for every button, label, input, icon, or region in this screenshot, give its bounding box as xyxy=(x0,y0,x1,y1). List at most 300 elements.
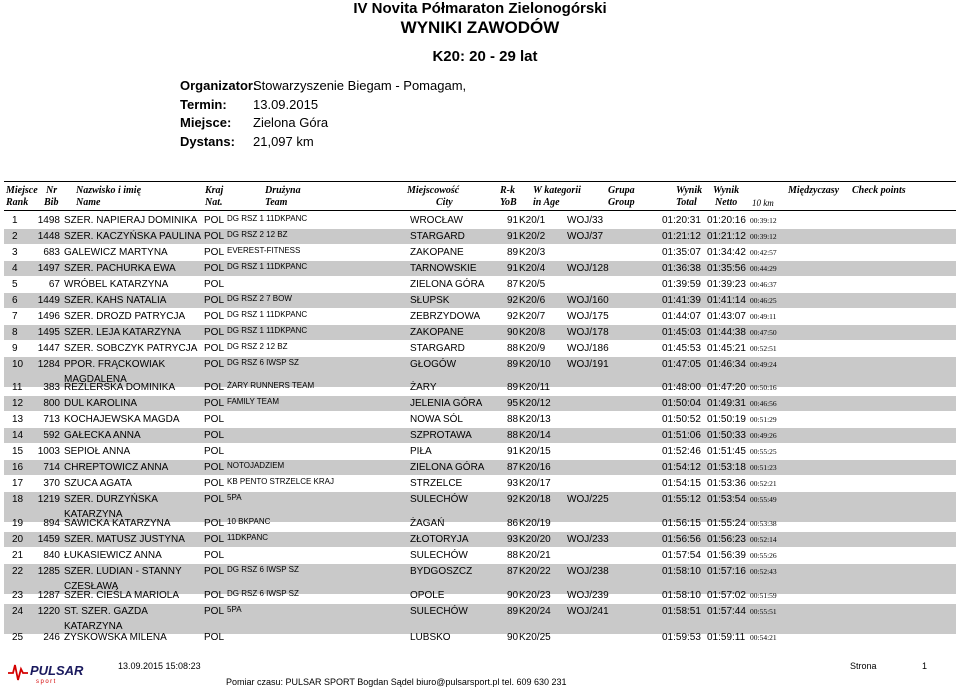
cell-km10: 00:51:59 xyxy=(750,591,777,600)
logo-subtext: sport xyxy=(36,679,57,685)
cell-bib: 1498 xyxy=(37,215,60,226)
cell-total: 01:58:10 xyxy=(662,566,701,577)
cell-cat: K20/5 xyxy=(519,279,546,290)
cell-netto: 01:46:34 xyxy=(707,359,746,370)
cell-km10: 00:49:24 xyxy=(750,360,777,369)
cell-name: SZER. NAPIERAJ DOMINIKA xyxy=(64,215,198,226)
col-team-pl: Drużyna xyxy=(265,185,301,196)
cell-nat: POL xyxy=(204,231,225,242)
organizer-label: Organizator: xyxy=(180,78,258,93)
cell-km10: 00:50:16 xyxy=(750,383,777,392)
cell-cat: K20/22 xyxy=(519,566,551,577)
col-name-en: Name xyxy=(76,197,101,208)
date-label: Termin: xyxy=(180,97,227,112)
cell-nat: POL xyxy=(204,263,225,274)
cell-name: SZER. DURZYŃSKA xyxy=(64,494,158,505)
cell-total: 01:39:59 xyxy=(662,279,701,290)
table-row xyxy=(4,516,956,531)
cell-city: SULECHÓW xyxy=(410,494,468,505)
cell-total: 01:45:53 xyxy=(662,343,701,354)
cell-city: ZAKOPANE xyxy=(410,327,464,338)
cell-km10: 00:46:56 xyxy=(750,399,777,408)
cell-name: SZER. LUDIAN - STANNY xyxy=(64,566,182,577)
cell-cat: K20/21 xyxy=(519,550,551,561)
cell-netto: 01:53:54 xyxy=(707,494,746,505)
cell-bib: 683 xyxy=(43,247,60,258)
cell-rank: 4 xyxy=(12,263,18,274)
cell-name: CHREPTOWICZ ANNA xyxy=(64,462,169,473)
cell-total: 01:59:53 xyxy=(662,632,701,643)
cell-city: ZAKOPANE xyxy=(410,247,464,258)
cell-nat: POL xyxy=(204,327,225,338)
cell-total: 01:58:51 xyxy=(662,606,701,617)
page-number: 1 xyxy=(922,661,928,671)
col-bib-pl: Nr xyxy=(46,185,58,196)
cell-rank: 3 xyxy=(12,247,18,258)
cell-bib: 713 xyxy=(43,414,60,425)
cell-name-cont: KATARZYNA xyxy=(64,509,123,520)
cell-yob: 90 xyxy=(507,632,519,643)
cell-rank: 21 xyxy=(12,550,24,561)
cell-group: WOJ/128 xyxy=(567,263,609,274)
cell-total: 01:58:10 xyxy=(662,590,701,601)
cell-netto: 01:35:56 xyxy=(707,263,746,274)
cell-bib: 1447 xyxy=(37,343,60,354)
cell-nat: POL xyxy=(204,518,225,529)
cell-city: JELENIA GÓRA xyxy=(410,398,483,409)
cell-bib: 246 xyxy=(43,632,60,643)
header-bottom-rule xyxy=(4,210,956,211)
cell-bib: 592 xyxy=(43,430,60,441)
table-row xyxy=(4,245,956,260)
cell-cat: K20/19 xyxy=(519,518,551,529)
cell-km10: 00:49:11 xyxy=(750,312,777,321)
cell-cat: K20/25 xyxy=(519,632,551,643)
cell-team: DG RSZ 2 7 BOW xyxy=(227,294,292,303)
cell-yob: 88 xyxy=(507,430,519,441)
cell-cat: K20/11 xyxy=(519,382,550,393)
col-team-en: Team xyxy=(265,197,288,208)
cell-km10: 00:53:38 xyxy=(750,519,777,528)
cell-city: SZPROTAWA xyxy=(410,430,472,441)
place-label: Miejsce: xyxy=(180,115,232,130)
cell-rank: 5 xyxy=(12,279,18,290)
cell-team: DG RSZ 2 12 BZ xyxy=(227,342,288,351)
cell-cat: K20/6 xyxy=(519,295,546,306)
category-title: K20: 20 - 29 lat xyxy=(432,48,538,65)
cell-name: GALEWICZ MARTYNA xyxy=(64,247,168,258)
cell-name-cont: CZESŁAWA xyxy=(64,581,119,592)
table-row xyxy=(4,396,956,411)
cell-nat: POL xyxy=(204,494,225,505)
cell-yob: 89 xyxy=(507,247,519,258)
col-cat-pl: W kategorii xyxy=(533,185,581,196)
col-group-en: Group xyxy=(608,197,635,208)
cell-yob: 86 xyxy=(507,518,519,529)
cell-total: 01:41:39 xyxy=(662,295,701,306)
cell-netto: 01:45:21 xyxy=(707,343,746,354)
cell-cat: K20/1 xyxy=(519,215,546,226)
cell-nat: POL xyxy=(204,359,225,370)
cell-total: 01:45:03 xyxy=(662,327,701,338)
cell-team: EVEREST-FITNESS xyxy=(227,246,301,255)
cell-name: PPOR. FRĄCKOWIAK xyxy=(64,359,166,370)
cell-total: 01:52:46 xyxy=(662,446,701,457)
cell-team: 5PA xyxy=(227,605,242,614)
cell-team: DG RSZ 1 11DKPANC xyxy=(227,214,308,223)
table-row xyxy=(4,588,956,603)
table-row xyxy=(4,428,956,443)
cell-km10: 00:55:49 xyxy=(750,495,777,504)
cell-rank: 14 xyxy=(12,430,24,441)
table-row xyxy=(4,548,956,563)
table-row xyxy=(4,460,956,475)
print-timestamp: 13.09.2015 15:08:23 xyxy=(118,661,201,671)
cell-name: REZLERSKA DOMINIKA xyxy=(64,382,176,393)
cell-name: SEPIOŁ ANNA xyxy=(64,446,131,457)
cell-name: SZER. CIEŚLA MARIOLA xyxy=(64,590,180,601)
col-group-pl: Grupa xyxy=(608,185,635,196)
cell-netto: 01:50:33 xyxy=(707,430,746,441)
cell-city: ZIELONA GÓRA xyxy=(410,279,485,290)
cell-bib: 370 xyxy=(43,478,60,489)
cell-netto: 01:51:45 xyxy=(707,446,746,457)
cell-name: SZER. KAHS NATALIA xyxy=(64,295,167,306)
cell-total: 01:50:04 xyxy=(662,398,701,409)
cell-netto: 01:55:24 xyxy=(707,518,746,529)
cell-nat: POL xyxy=(204,606,225,617)
cell-km10: 00:52:14 xyxy=(750,535,777,544)
cell-total: 01:54:15 xyxy=(662,478,701,489)
cell-name: SAWICKA KATARZYNA xyxy=(64,518,171,529)
cell-group: WOJ/241 xyxy=(567,606,609,617)
col-splits: Międzyczasy xyxy=(788,185,840,196)
cell-nat: POL xyxy=(204,382,225,393)
cell-km10: 00:49:26 xyxy=(750,431,777,440)
cell-netto: 01:53:18 xyxy=(707,462,746,473)
cell-nat: POL xyxy=(204,632,225,643)
cell-team: FAMILY TEAM xyxy=(227,397,280,406)
cell-cat: K20/8 xyxy=(519,327,546,338)
cell-cat: K20/23 xyxy=(519,590,551,601)
cell-rank: 19 xyxy=(12,518,24,529)
col-netto-en: Netto xyxy=(715,197,738,208)
cell-cat: K20/3 xyxy=(519,247,546,258)
cell-rank: 2 xyxy=(12,231,18,242)
col-rank-pl: Miejsce xyxy=(6,185,38,196)
cell-name: DUL KAROLINA xyxy=(64,398,137,409)
cell-cat: K20/10 xyxy=(519,359,551,370)
cell-rank: 25 xyxy=(12,632,24,643)
cell-rank: 7 xyxy=(12,311,18,322)
cell-group: WOJ/238 xyxy=(567,566,609,577)
table-row xyxy=(4,444,956,459)
cell-cat: K20/12 xyxy=(519,398,551,409)
cell-rank: 12 xyxy=(12,398,24,409)
cell-nat: POL xyxy=(204,414,225,425)
cell-yob: 89 xyxy=(507,359,519,370)
cell-city: WROCŁAW xyxy=(410,215,463,226)
cell-yob: 95 xyxy=(507,398,519,409)
table-row xyxy=(4,325,956,340)
cell-yob: 87 xyxy=(507,566,519,577)
cell-yob: 93 xyxy=(507,478,519,489)
cell-km10: 00:55:26 xyxy=(750,551,777,560)
cell-city: TARNOWSKIE xyxy=(410,263,477,274)
cell-group: WOJ/178 xyxy=(567,327,609,338)
col-total-pl: Wynik xyxy=(676,185,703,196)
col-nat-pl: Kraj xyxy=(205,185,224,196)
cell-netto: 01:39:23 xyxy=(707,279,746,290)
cell-bib: 1448 xyxy=(37,231,60,242)
cell-total: 01:56:15 xyxy=(662,518,701,529)
cell-city: OPOLE xyxy=(410,590,445,601)
cell-nat: POL xyxy=(204,398,225,409)
cell-netto: 01:41:14 xyxy=(707,295,746,306)
cell-rank: 8 xyxy=(12,327,18,338)
distance-value: 21,097 km xyxy=(253,134,314,149)
cell-bib: 1003 xyxy=(37,446,60,457)
col-bib-en: Bib xyxy=(44,197,59,208)
cell-rank: 16 xyxy=(12,462,24,473)
cell-city: ŻARY xyxy=(410,382,437,393)
cell-city: ŻAGAŃ xyxy=(410,518,445,529)
cell-cat: K20/2 xyxy=(519,231,546,242)
table-row xyxy=(4,309,956,324)
cell-bib: 1284 xyxy=(37,359,60,370)
cell-cat: K20/20 xyxy=(519,534,551,545)
cell-group: WOJ/175 xyxy=(567,311,609,322)
cell-netto: 01:20:16 xyxy=(707,215,746,226)
cell-km10: 00:55:25 xyxy=(750,447,777,456)
cell-city: BYDGOSZCZ xyxy=(410,566,473,577)
cell-city: GŁOGÓW xyxy=(410,359,457,370)
cell-bib: 714 xyxy=(43,462,60,473)
cell-cat: K20/16 xyxy=(519,462,551,473)
cell-km10: 00:39:12 xyxy=(750,232,777,241)
cell-team: 5PA xyxy=(227,493,242,502)
cell-bib: 1219 xyxy=(37,494,60,505)
cell-yob: 92 xyxy=(507,494,519,505)
cell-group: WOJ/186 xyxy=(567,343,609,354)
cell-bib: 1449 xyxy=(37,295,60,306)
table-row xyxy=(4,412,956,427)
cell-bib: 840 xyxy=(43,550,60,561)
cell-nat: POL xyxy=(204,478,225,489)
cell-cat: K20/7 xyxy=(519,311,546,322)
table-row xyxy=(4,380,956,395)
cell-city: ZIELONA GÓRA xyxy=(410,462,485,473)
cell-team: DG RSZ 6 IWSP SZ xyxy=(227,589,299,598)
cell-rank: 13 xyxy=(12,414,24,425)
cell-city: STRZELCE xyxy=(410,478,463,489)
cell-total: 01:57:54 xyxy=(662,550,701,561)
cell-nat: POL xyxy=(204,534,225,545)
cell-team: DG RSZ 1 11DKPANC xyxy=(227,326,308,335)
cell-nat: POL xyxy=(204,311,225,322)
col-total-en: Total xyxy=(676,197,697,208)
col-city-pl: Miejscowość xyxy=(407,185,460,196)
cell-bib: 383 xyxy=(43,382,60,393)
cell-team: 11DKPANC xyxy=(227,533,269,542)
cell-yob: 89 xyxy=(507,606,519,617)
table-row xyxy=(4,341,956,356)
cell-total: 01:54:12 xyxy=(662,462,701,473)
cell-km10: 00:51:23 xyxy=(750,463,777,472)
cell-cat: K20/13 xyxy=(519,414,551,425)
cell-yob: 91 xyxy=(507,215,519,226)
cell-total: 01:36:38 xyxy=(662,263,701,274)
cell-city: SULECHÓW xyxy=(410,550,468,561)
cell-nat: POL xyxy=(204,462,225,473)
cell-total: 01:20:31 xyxy=(662,215,701,226)
cell-team: NOTOJADZIEM xyxy=(227,461,285,470)
cell-city: SULECHÓW xyxy=(410,606,468,617)
cell-km10: 00:47:50 xyxy=(750,328,777,337)
cell-yob: 90 xyxy=(507,590,519,601)
cell-nat: POL xyxy=(204,247,225,258)
cell-nat: POL xyxy=(204,590,225,601)
table-row xyxy=(4,476,956,491)
cell-city: STARGARD xyxy=(410,231,465,242)
results-title: WYNIKI ZAWODÓW xyxy=(400,18,560,37)
col-cat-en: in Age xyxy=(533,197,560,208)
col-netto-pl: Wynik xyxy=(713,185,740,196)
table-row xyxy=(4,277,956,292)
cell-bib: 1285 xyxy=(37,566,60,577)
cell-total: 01:55:12 xyxy=(662,494,701,505)
cell-cat: K20/14 xyxy=(519,430,551,441)
cell-yob: 92 xyxy=(507,311,519,322)
cell-cat: K20/17 xyxy=(519,478,551,489)
table-row xyxy=(4,261,956,276)
cell-total: 01:48:00 xyxy=(662,382,701,393)
cell-group: WOJ/160 xyxy=(567,295,609,306)
cell-bib: 1497 xyxy=(37,263,60,274)
cell-netto: 01:53:36 xyxy=(707,478,746,489)
cell-yob: 90 xyxy=(507,327,519,338)
pulsar-sport-logo xyxy=(6,660,84,685)
cell-yob: 93 xyxy=(507,534,519,545)
cell-km10: 00:52:51 xyxy=(750,344,777,353)
cell-total: 01:21:12 xyxy=(662,231,701,242)
cell-cat: K20/24 xyxy=(519,606,551,617)
cell-city: NOWA SÓL xyxy=(410,414,463,425)
cell-nat: POL xyxy=(204,430,225,441)
cell-team: DG RSZ 1 11DKPANC xyxy=(227,310,308,319)
cell-netto: 01:43:07 xyxy=(707,311,746,322)
table-row xyxy=(4,293,956,308)
cell-bib: 1459 xyxy=(37,534,60,545)
cell-km10: 00:42:57 xyxy=(750,248,777,257)
cell-yob: 88 xyxy=(507,414,519,425)
cell-yob: 88 xyxy=(507,550,519,561)
cell-team: DG RSZ 2 12 BZ xyxy=(227,230,288,239)
cell-km10: 00:54:21 xyxy=(750,633,777,642)
cell-rank: 22 xyxy=(12,566,24,577)
cell-rank: 15 xyxy=(12,446,24,457)
cell-bib: 800 xyxy=(43,398,60,409)
cell-bib: 1496 xyxy=(37,311,60,322)
cell-group: WOJ/233 xyxy=(567,534,609,545)
cell-netto: 01:59:11 xyxy=(707,632,746,643)
cell-rank: 20 xyxy=(12,534,24,545)
col-10km: 10 km xyxy=(752,198,774,208)
col-yob-pl: R-k xyxy=(500,185,515,196)
cell-group: WOJ/33 xyxy=(567,215,604,226)
event-title: IV Novita Półmaraton Zielonogórski xyxy=(353,0,607,17)
header-top-rule xyxy=(4,181,956,182)
cell-cat: K20/4 xyxy=(519,263,546,274)
table-row xyxy=(4,229,956,244)
cell-name: SZER. DROZD PATRYCJA xyxy=(64,311,186,322)
cell-team: DG RSZ 1 11DKPANC xyxy=(227,262,308,271)
cell-name: SZER. PACHURKA EWA xyxy=(64,263,176,274)
cell-rank: 18 xyxy=(12,494,24,505)
cell-rank: 1 xyxy=(12,215,18,226)
cell-team: 10 BKPANC xyxy=(227,517,271,526)
cell-total: 01:51:06 xyxy=(662,430,701,441)
cell-yob: 92 xyxy=(507,295,519,306)
cell-yob: 91 xyxy=(507,263,519,274)
cell-nat: POL xyxy=(204,446,225,457)
cell-city: ZEBRZYDOWA xyxy=(410,311,481,322)
cell-bib: 1220 xyxy=(37,606,60,617)
col-city-en: City xyxy=(436,197,453,208)
cell-netto: 01:56:23 xyxy=(707,534,746,545)
distance-label: Dystans: xyxy=(180,134,235,149)
cell-km10: 00:52:43 xyxy=(750,567,777,576)
cell-yob: 91 xyxy=(507,231,519,242)
cell-km10: 00:46:37 xyxy=(750,280,777,289)
cell-group: WOJ/191 xyxy=(567,359,609,370)
cell-name-cont: KATARZYNA xyxy=(64,621,123,632)
table-row xyxy=(4,213,956,228)
cell-total: 01:50:52 xyxy=(662,414,701,425)
cell-netto: 01:57:44 xyxy=(707,606,746,617)
cell-netto: 01:49:31 xyxy=(707,398,746,409)
cell-km10: 00:46:25 xyxy=(750,296,777,305)
cell-nat: POL xyxy=(204,279,225,290)
cell-name: SZER. LEJA KATARZYNA xyxy=(64,327,181,338)
col-checkpoints: Check points xyxy=(852,185,906,196)
cell-city: PIŁA xyxy=(410,446,432,457)
cell-bib: 1287 xyxy=(37,590,60,601)
cell-cat: K20/9 xyxy=(519,343,546,354)
page-label: Strona xyxy=(850,661,877,671)
cell-city: SŁUPSK xyxy=(410,295,450,306)
cell-netto: 01:44:38 xyxy=(707,327,746,338)
cell-city: LUBSKO xyxy=(410,632,451,643)
cell-nat: POL xyxy=(204,343,225,354)
cell-nat: POL xyxy=(204,566,225,577)
cell-rank: 6 xyxy=(12,295,18,306)
cell-city: STARGARD xyxy=(410,343,465,354)
cell-netto: 01:21:12 xyxy=(707,231,746,242)
cell-bib: 894 xyxy=(43,518,60,529)
place-value: Zielona Góra xyxy=(253,115,329,130)
cell-name: WRÓBEL KATARZYNA xyxy=(64,279,169,290)
cell-name: SZER. MATUSZ JUSTYNA xyxy=(64,534,185,545)
cell-netto: 01:56:39 xyxy=(707,550,746,561)
cell-netto: 01:57:16 xyxy=(707,566,746,577)
cell-total: 01:47:05 xyxy=(662,359,701,370)
cell-yob: 91 xyxy=(507,446,519,457)
cell-bib: 67 xyxy=(48,279,60,290)
cell-name: ST. SZER. GAZDA xyxy=(64,606,148,617)
cell-km10: 00:55:51 xyxy=(750,607,777,616)
cell-city: ZŁOTORYJA xyxy=(410,534,469,545)
